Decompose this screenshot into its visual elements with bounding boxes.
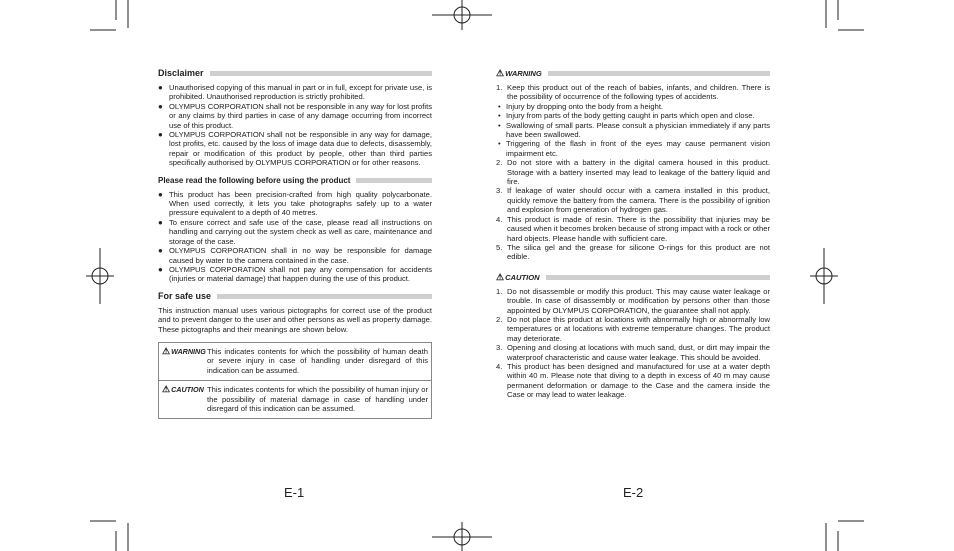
caution-triangle-icon: ⚠ (496, 271, 505, 282)
heading-rule (210, 71, 432, 76)
item-text: Opening and closing at locations with much sand, dust, or dirt may impair the waterproof characteristic and cause water leakage. This should be avoided. (507, 343, 770, 362)
warning-item-2 (496, 158, 770, 186)
item-text: Do not store with a battery in the digital camera housed in this product. Storage with a battery inserted may lead to leakage of the battery liquid and fire. (507, 158, 770, 187)
warning-row (159, 343, 431, 380)
heading-rule (217, 294, 432, 299)
item-text: The silica gel and the grease for silicone O-rings for this product are not edible. (507, 242, 770, 262)
warning-item-5 (496, 243, 770, 262)
left-page (158, 68, 432, 419)
list-item: • Injury from parts of the body getting caught in parts which open and close. (498, 111, 770, 120)
caution-item-4 (496, 362, 770, 400)
list-item: ● OLYMPUS CORPORATION shall not be responsible in any way for damage, lost profits, etc. caused by the loss of image data due to defects, disassembly, repair or modification of this product by people, other than third parties specifically authorised by OLYMPUS CORPORATION or for other reasons. (158, 130, 432, 168)
caution-row (159, 380, 431, 418)
caution-triangle-icon: ⚠ (162, 384, 171, 395)
list-item: ● This product has been precision-crafted from high quality polycarbonate. When used correctly, it lets you take photographs safely up to a water pressure equivalent to a depth of 40 metres. (158, 190, 432, 218)
item-number: 4. (496, 214, 503, 224)
item-text: Do not disassemble or modify this product. This may cause water leakage or trouble. In case of disassembly or modification by persons other than those appointed by OLYMPUS CORPORATION, the guarantee shall not apply. (507, 286, 770, 315)
item-text: This product has been designed and manufactured for use at a water depth within 40 m. Please note that diving to a depth in excess of 40 m may cause permanent deformation or damage to the Case and the camera inside the Case or may lead to water leakage. (507, 361, 770, 400)
item-number: 3. (496, 186, 503, 196)
heading-rule (548, 71, 770, 76)
list-item: ● OLYMPUS CORPORATION shall not pay any compensation for accidents (injuries or material damage) that happen during the use of this product. (158, 265, 432, 284)
page-number-left: E-1 (284, 485, 305, 500)
warning-triangle-icon: ⚠ (162, 345, 171, 356)
right-page (496, 68, 770, 400)
disclaimer-heading: Disclaimer (158, 68, 204, 78)
safe-use-heading: For safe use (158, 290, 212, 301)
caution-heading-row (496, 272, 770, 283)
list-item: ● To ensure correct and safe use of the case, please read all instructions on handling and carrying out the system check as well as care, maintenance and storage of the case. (158, 218, 432, 246)
heading-rule (356, 178, 432, 183)
warning-description: This indicates contents for which the possibility of human death or severe injury in case of handling under disregard of this indication can be assumed. (207, 346, 428, 375)
section-spacer (496, 262, 770, 272)
caution-label (162, 385, 207, 413)
caution-heading (496, 272, 540, 283)
item-number: 2. (496, 158, 503, 168)
item-number: 4. (496, 361, 503, 371)
item-number: 1. (496, 286, 503, 296)
caution-item-3 (496, 343, 770, 362)
list-item: ● Unauthorised copying of this manual in part or in full, except for private use, is prohibited. Unauthorised reproduction is strictly prohibited. (158, 83, 432, 102)
caution-description: This indicates contents for which the possibility of human injury or the possibility of material damage in case of handling under disregard of this indication can be assumed. (207, 385, 428, 413)
item-number: 3. (496, 343, 503, 353)
caution-heading-text: CAUTION (505, 272, 540, 282)
warning-item-1 (496, 83, 770, 102)
item-text: This product is made of resin. There is the possibility that injuries may be caused when it becomes broken because of strong impact with a rock or other hard objects. Please handle with sufficient care. (507, 214, 770, 243)
item-text: Keep this product out of the reach of babies, infants, and children. There is the possibility of occurrence of the following types of accidents. (507, 83, 770, 102)
disclaimer-list (158, 83, 432, 168)
warning-label-text: WARNING (171, 346, 206, 356)
item-number: 5. (496, 242, 503, 252)
read-first-heading-row (158, 175, 432, 186)
warning-item-4 (496, 215, 770, 243)
safe-use-heading-row (158, 291, 432, 302)
warning-sub-bullets (496, 102, 770, 158)
pictograph-table (158, 342, 432, 419)
list-item: • Swallowing of small parts. Please consult a physician immediately if any parts have been swallowed. (498, 121, 770, 140)
caution-label-text: CAUTION (171, 385, 204, 395)
caution-item-1 (496, 287, 770, 315)
item-text: Do not place this product at locations with abnormally high or abnormally low temperatures or at locations with extreme temperature changes. The product may deteriorate. (507, 314, 770, 343)
list-item: ● OLYMPUS CORPORATION shall in no way be responsible for damage caused by water to the camera contained in the case. (158, 246, 432, 265)
warning-heading-text: WARNING (505, 69, 542, 78)
warning-heading-row (496, 68, 770, 79)
heading-rule (546, 275, 770, 280)
warning-heading (496, 68, 542, 79)
list-item: ● OLYMPUS CORPORATION shall not be responsible in any way for lost profits or any claims by third parties in case of any damage occurring from incorrect use of this product. (158, 102, 432, 130)
warning-triangle-icon: ⚠ (496, 68, 505, 78)
item-text: If leakage of water should occur with a camera installed in this product, quickly remove the battery from the camera. There is the possibility of ignition and explosion from generation of hydrogen gas. (507, 186, 770, 215)
item-number: 2. (496, 314, 503, 324)
caution-item-2 (496, 315, 770, 343)
item-number: 1. (496, 83, 503, 92)
read-first-list (158, 190, 432, 284)
disclaimer-heading-row (158, 68, 432, 79)
safe-use-intro: This instruction manual uses various pictographs for correct use of the product and to prevent danger to the user and other persons as well as property damage. These pictographs and their meanings are shown below. (158, 305, 432, 334)
warning-item-3 (496, 186, 770, 214)
read-first-heading: Please read the following before using the product (158, 175, 351, 185)
page-number-right: E-2 (623, 485, 644, 500)
list-item: • Injury by dropping onto the body from a height. (498, 102, 770, 111)
list-item: • Triggering of the flash in front of the eyes may cause permanent vision impairment etc. (498, 139, 770, 158)
warning-label (162, 347, 207, 375)
